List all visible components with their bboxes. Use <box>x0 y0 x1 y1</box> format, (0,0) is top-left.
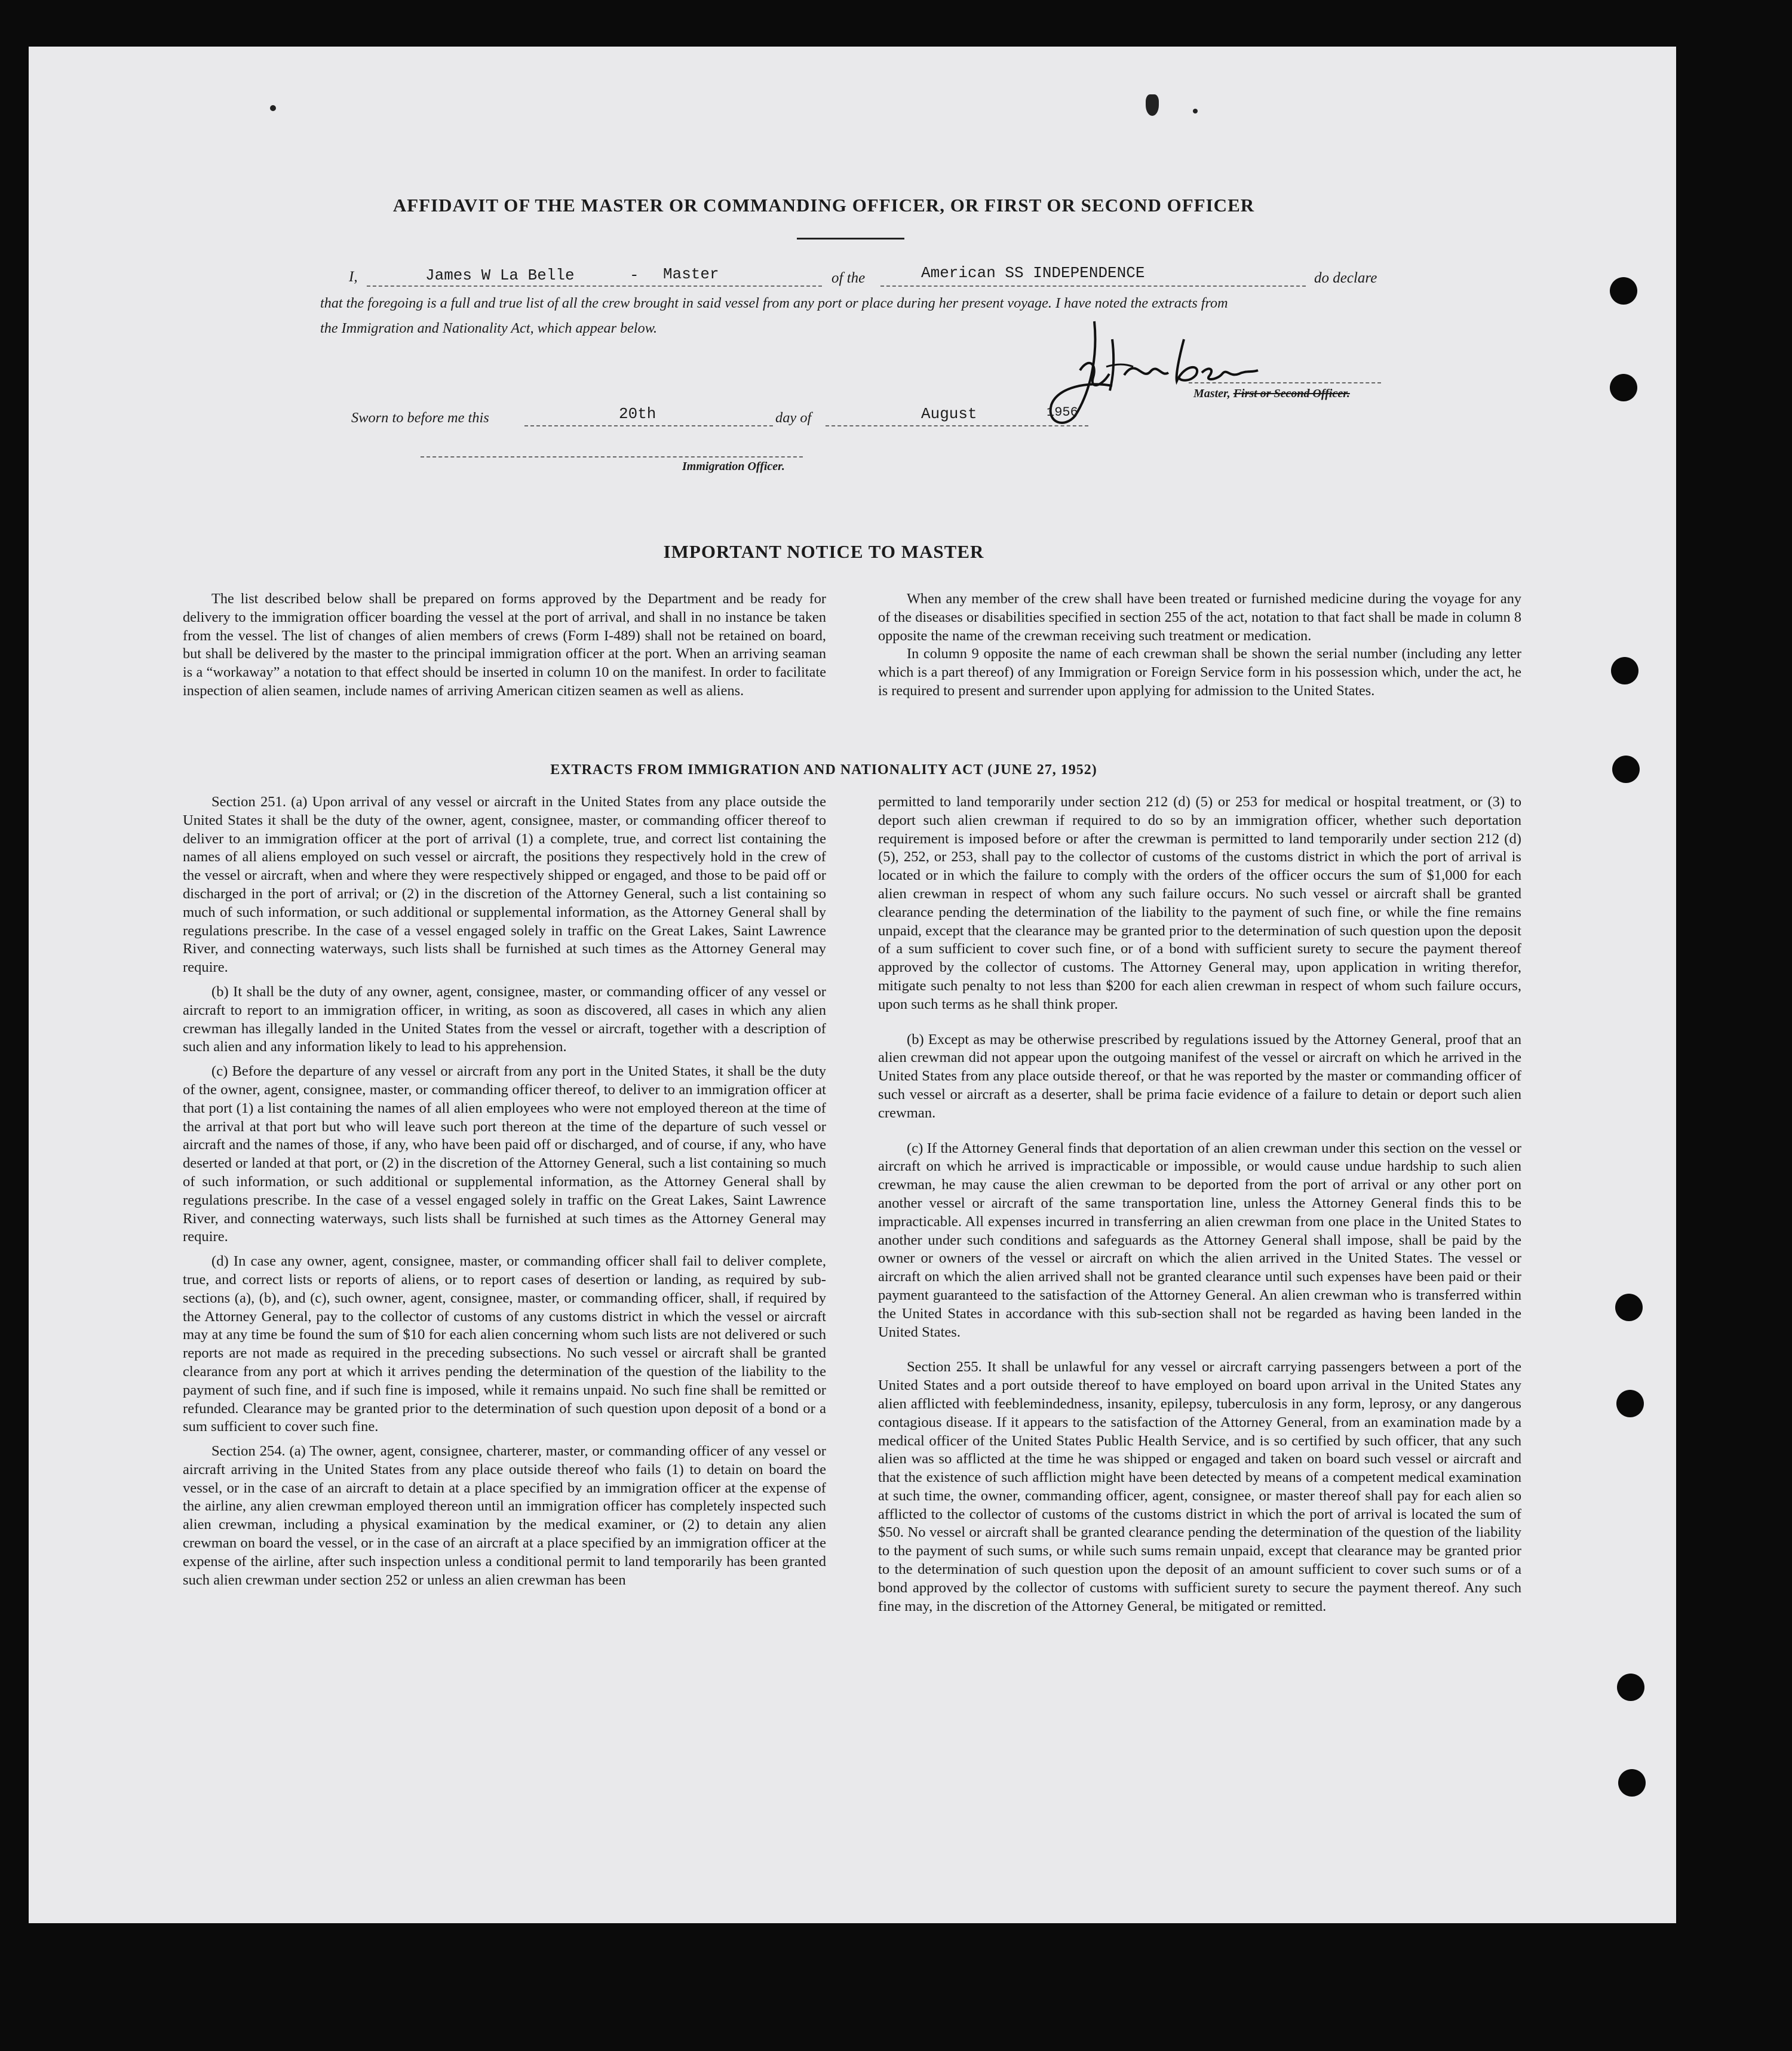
punch-hole <box>1610 374 1637 401</box>
month-field: August <box>921 405 977 423</box>
section-254-b: (b) Except as may be otherwise prescribed by regulations issued by the Attorney General, proof that an alien crewman did not appear upon the outgoing manifest of the vessel or aircraft on which he arrived in the United States from any place outside thereof, or that he was reported by the master or commanding officer of such vessel or aircraft as a deserter, shall be prima facie evidence of a failure to detain or deport such alien crewman. <box>878 1031 1521 1121</box>
section-251-b: (b) It shall be the duty of any owner, agent, consignee, master, or commanding officer of any vessel or aircraft to report to an immigration officer, in writing, as soon as discovered, all cases in which any alien crewman has illegally landed in the United States from the vessel or aircraft, together with a description of such alien and any information likely to lead to his apprehension. <box>183 983 826 1055</box>
punch-hole <box>1617 1674 1644 1701</box>
vessel-underline <box>880 285 1306 287</box>
punch-hole <box>1616 1390 1644 1417</box>
name-field: James W La Belle <box>425 266 575 284</box>
punch-hole <box>1611 657 1638 684</box>
section-255: Section 255. It shall be unlawful for any vessel or aircraft carrying passengers between a port of the United States and a port outside thereof to have employed on board upon arrival in the United States any alien afflicted with feeblemindedness, insanity, epilepsy, tuberculosis in any form, leprosy, or any dangerous contagious disease. If it appears to the satisfaction of the Attorney General, from an examination made by a medical officer of the United States Public Health Service, and is so certified by such officer, that any such alien was so afflicted at the time he was shipped or engaged and taken on board such vessel or aircraft and that the existence of such affliction might have been detected by means of a competent medical examination at such time, the owner, commanding officer, agent, consignee, or master thereof shall pay for each alien so afflicted to the collector of customs of the customs district in which the port of arrival is located the sum of $50. No vessel or aircraft shall be granted clearance pending the determination of the question of the liability to the payment of such sums, or while such sums remain unpaid, except that clearance may be granted prior to the determination of such question upon the deposit of an amount sufficient to cover such sums or of a bond approved by the collector of customs with sufficient surety to secure the payment thereof. Any such fine may, in the discretion of the Attorney General, be mitigated or remitted. <box>878 1359 1521 1614</box>
notice-right-column <box>878 590 1521 701</box>
section-254-c: (c) If the Attorney General finds that deportation of an alien crewman under this section on the vessel or aircraft on which he arrived is impracticable or impossible, or would cause undue hardship to such alien crewman, he may cause the alien crewman to be deported from the port of arrival or any other port on another vessel or aircraft of the same transportation line, unless the Attorney General finds this to be impracticable. All expenses incurred in transferring an alien crewman from one place in the United States to another under such conditions and safeguards as the Attorney General shall impose, shall be paid by the owner or owners of the vessel or aircraft on which the alien arrived in the United States. The vessel or aircraft on which the alien arrived shall not be granted clearance until such expenses have been paid or their payment guaranteed to the satisfaction of the Attorney General. An alien crewman who is transferred within the United States in accordance with this sub-section shall not be regarded as having been landed in the United States. <box>878 1140 1521 1340</box>
punch-hole <box>1610 277 1637 305</box>
day-underline <box>524 425 773 426</box>
section-251-c: (c) Before the departure of any vessel or aircraft from any port in the United States, it shall be the duty of the owner, agent, consignee, master, or commanding officer thereof, to deliver to an immigration officer at that port (1) a list containing the names of all alien employees who were not employed thereon at the time of the arrival at that port but who will leave such port thereon at the time of the departure of such vessel or aircraft and the names of those, if any, who have been paid off or discharged, and of course, if any, who have deserted or landed at that port, or (2) in the discretion of the Attorney General, such a list containing so much of such information, or such additional or supplemental information, as the Attorney General shall by regulations prescribe. In the case of a vessel engaged solely in traffic on the Great Lakes, Saint Lawrence River, and connecting waterways, such lists shall be furnished at such times as the Attorney General may require. <box>183 1063 826 1245</box>
statement-line-1: that the foregoing is a full and true list of all the crew brought in said vessel from any port or place during her present voyage. I have noted the extracts from <box>320 295 1228 311</box>
day-field: 20th <box>619 405 656 423</box>
notice-left-column <box>183 590 826 701</box>
extracts-title: EXTRACTS FROM IMMIGRATION AND NATIONALITY ACT (JUNE 27, 1952) <box>550 762 1097 778</box>
speck <box>270 105 276 111</box>
speck <box>1193 109 1198 113</box>
punch-hole <box>1615 1294 1643 1321</box>
of-the-label: of the <box>831 270 866 286</box>
section-251-a: Section 251. (a) Upon arrival of any vessel or aircraft in the United States from any place outside the United States it shall be the duty of the owner, agent, consignee, master, or commanding officer thereof to deliver to an immigration officer at the port of arrival (1) a complete, true, and correct list containing the names of all aliens employed on such vessel or aircraft, the positions they respectively hold in the crew of the vessel or aircraft, when and where they were respectively shipped or engaged, and those to be paid off or discharged in the port of arrival; or (2) in the discretion of the Attorney General, such a list containing so much of such information, or such additional or supplemental information, as the Attorney General shall by regulations prescribe. In the case of a vessel engaged solely in traffic on the Great Lakes, Saint Lawrence River, and connecting waterways, such lists shall be furnished at such times as the Attorney General may require. <box>183 794 826 976</box>
month-underline <box>826 425 1088 426</box>
signature-line <box>1189 382 1381 383</box>
affidavit-title: AFFIDAVIT OF THE MASTER OR COMMANDING OFFICER, OR FIRST OR SECOND OFFICER <box>392 195 1255 216</box>
notice-left-text: The list described below shall be prepared on forms approved by the Department and be ready for delivery to the immigration officer boarding the vessel at the port of arrival, and shall in no instance be taken from the vessel. The list of changes of alien members of crews (Form I-489) shall not be retained on board, but shall be delivered by the master to the principal immigration officer at the port. When an arriving seaman is a “workaway” a notation to that effect should be inserted in column 10 on the manifest. In order to facilitate inspection of alien seamen, include names of arriving American citizen seamen as well as aliens. <box>183 591 826 699</box>
name-underline <box>367 285 822 287</box>
master-label <box>1193 387 1350 401</box>
extracts-left-column <box>183 793 826 1589</box>
title-underline <box>797 238 904 240</box>
statement-line-2: the Immigration and Nationality Act, which appear below. <box>320 320 658 336</box>
section-254-a: Section 254. (a) The owner, agent, consignee, charterer, master, or commanding officer of any vessel or aircraft arriving in the United States from any place outside thereof who fails (1) to detain on board the vessel, or in the case of an aircraft to detain at a place specified by an immigration officer at the expense of the airline, any alien crewman employed thereon until an immigration officer has completely inspected such alien crewman, including a physical examination by the medical examiner, or (2) to detain any alien crewman on board the vessel, or in the case of an aircraft at a place specified by an immigration officer at the expense of the airline, after such inspection unless a conditional permit to land temporarily has been granted such alien crewman under section 252 or unless an alien crewman has been <box>183 1443 826 1588</box>
immigration-officer-label: Immigration Officer. <box>682 460 785 473</box>
immigration-officer-line <box>421 456 803 458</box>
do-declare-label: do declare <box>1314 270 1377 286</box>
top-tear-mark <box>1146 94 1159 116</box>
punch-hole <box>1618 1769 1646 1797</box>
year-field: 1956 <box>1047 405 1078 420</box>
notice-title: IMPORTANT NOTICE TO MASTER <box>663 541 984 562</box>
i-label: I, <box>349 269 358 285</box>
section-251-d: (d) In case any owner, agent, consignee, master, or commanding officer shall fail to deliver complete, true, and correct lists or reports of aliens, or to report cases of desertion or landing, as required by sub-sections (a), (b), and (c), such owner, agent, consignee, master, or commanding officer, shall, if required by the Attorney General, pay to the collector of customs of any customs district in which the vessel or aircraft may at any time be found the sum of $10 for each alien concerning whom such lists are not delivered or such reports are not made as required in the preceding subsections. No such vessel or aircraft shall be granted clearance from any port at which it arrives pending the determination of the question of the liability to the payment of such fine, and if such fine is imposed, while it remains unpaid. No such fine shall be remitted or refunded. Clearance may be granted prior to the determination of such question upon deposit of a bond or a sum sufficient to cover such fine. <box>183 1253 826 1435</box>
struck-officer-title: First or Second Officer. <box>1233 387 1350 400</box>
sworn-label: Sworn to before me this <box>351 410 489 426</box>
notice-right-text-2: In column 9 opposite the name of each crewman shall be shown the serial number (including any letter which is a part thereof) of any Immigration or Foreign Service form in his possession which, under the act, he is required to present and surrender upon applying for admission to the United States. <box>878 646 1521 699</box>
vessel-field: American SS INDEPENDENCE <box>921 264 1145 282</box>
day-of-label: day of <box>775 410 812 426</box>
section-254-a-continued: permitted to land temporarily under section 212 (d) (5) or 253 for medical or hospital treatment, or (3) to deport such alien crewman if required to do so by an immigration officer, whether such deportation requirement is imposed before or after the crewman is permitted to land temporarily under section 212 (d) (5), 252, or 253, shall pay to the collector of customs of the customs district in which the port of arrival is located or in which the failure to comply with the orders of the officer occurs the sum of $1,000 for each alien crewman in respect of whom any such failure occurs. No such vessel or aircraft shall be granted clearance pending the determination of the liability to the payment of such fine, or while the fine remains unpaid, except that the clearance may be granted prior to the determination of such question upon the deposit of a sum sufficient to cover such fine, or of a bond with sufficient surety to secure the payment thereof approved by the collector of customs. The Attorney General may, upon application in writing therefor, mitigate such penalty to not less than $200 for each alien crewman in respect of whom such failure occurs, upon such terms as he shall think proper. <box>878 794 1521 1012</box>
extracts-right-column <box>878 793 1521 1616</box>
master-title: Master, <box>1193 387 1231 400</box>
dash-separator: - <box>630 266 639 284</box>
rank-field: Master <box>663 265 719 283</box>
notice-right-text-1: When any member of the crew shall have been treated or furnished medicine during the voyage for any of the diseases or disabilities specified in section 255 of the act, notation to that fact shall be made in column 8 opposite the name of the crewman receiving such treatment or medication. <box>878 591 1521 644</box>
